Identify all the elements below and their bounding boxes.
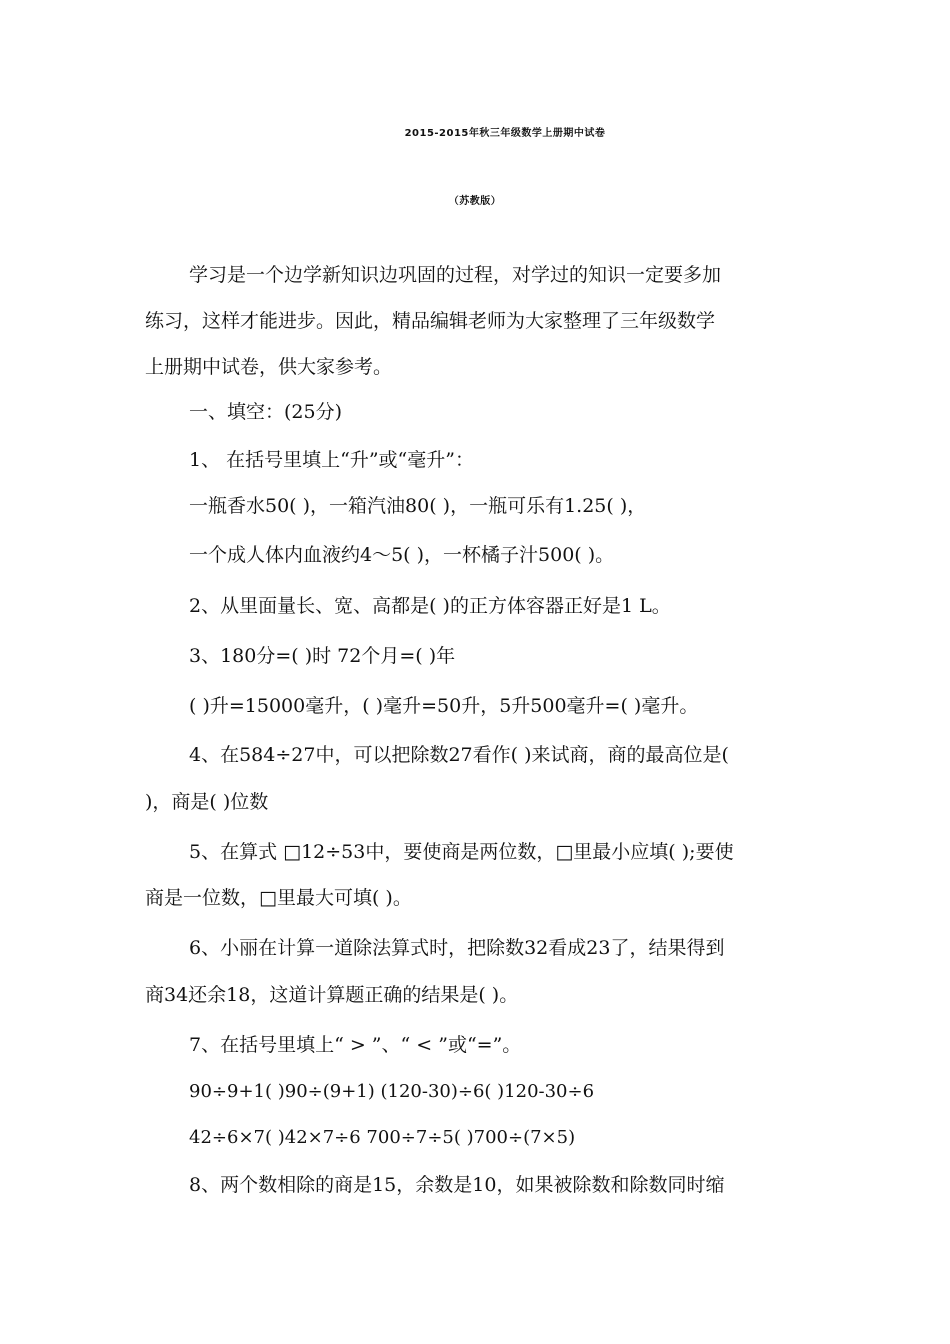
intro-line: 学习是一个边学新知识边巩固的过程，对学过的知识一定要多加 [189,264,722,286]
question-line: 5、在算式 □12÷53中，要使商是两位数，□里最小应填( );要使 [189,841,734,863]
question-line: )，商是( )位数 [145,791,269,813]
question-line: 1、 在括号里填上“升”或“毫升”： [189,449,474,471]
question-line: 2、从里面量长、宽、高都是( )的正方体容器正好是1 L。 [189,595,671,617]
question-line: 8、两个数相除的商是15，余数是10，如果被除数和除数同时缩 [189,1174,725,1196]
intro-line: 练习，这样才能进步。因此，精品编辑老师为大家整理了三年级数学 [145,310,716,332]
question-line: ( )升=15000毫升，( )毫升=50升，5升500毫升=( )毫升。 [189,695,699,717]
intro-line: 上册期中试卷，供大家参考。 [145,356,393,378]
comparison-line: 90÷9+1( )90÷(9+1) (120-30)÷6( )120-30÷6 [189,1081,595,1102]
question-line: 3、180分=( )时 72个月=( )年 [189,645,456,667]
document-subtitle: （苏教版） [448,196,502,207]
question-line: 一瓶香水50( )，一箱汽油80( )，一瓶可乐有1.25( )， [189,495,647,517]
document-title: 2015-2015年秋三年级数学上册期中试卷 [404,128,606,139]
question-line: 7、在括号里填上“ > ”、“ < ”或“=”。 [189,1034,522,1056]
section-heading: 一、填空：(25分) [189,401,343,423]
question-line: 商34还余18，这道计算题正确的结果是( )。 [145,984,519,1006]
comparison-line: 42÷6×7( )42×7÷6 700÷7÷5( )700÷(7×5) [189,1127,576,1148]
question-line: 4、在584÷27中，可以把除数27看作( )来试商，商的最高位是( [189,744,729,766]
question-line: 一个成人体内血液约4～5( )，一杯橘子汁500( )。 [189,544,615,566]
question-line: 商是一位数，□里最大可填( )。 [145,887,412,909]
question-line: 6、小丽在计算一道除法算式时，把除数32看成23了，结果得到 [189,937,725,959]
